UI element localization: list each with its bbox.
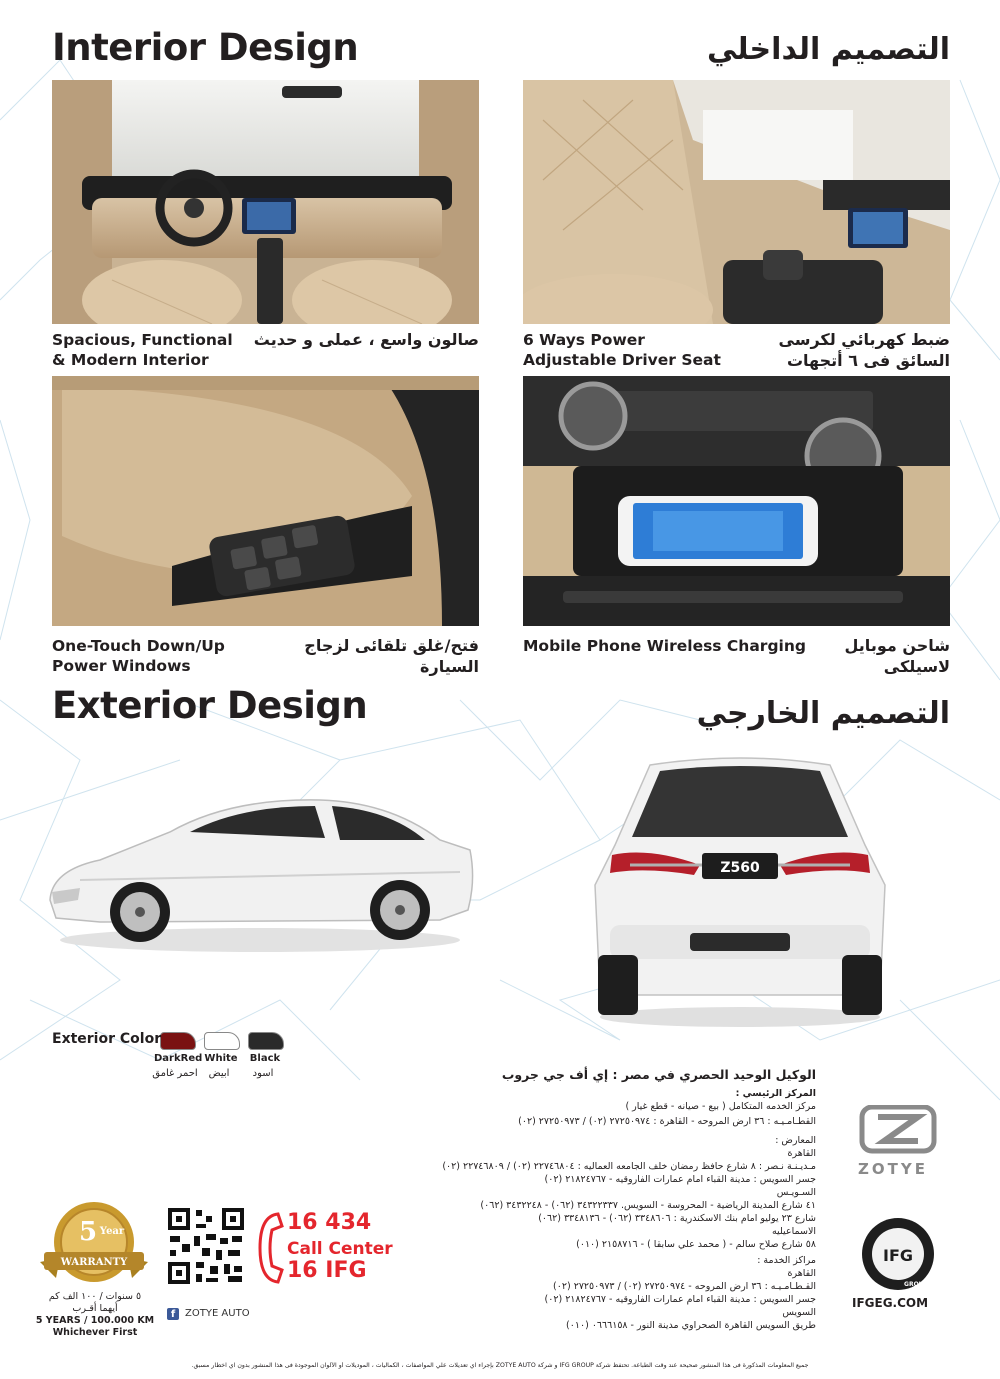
- showrooms-suez-label: السـويـس: [776, 1187, 816, 1198]
- service-gesr-elsuez: جسر السويس : مدينة القباء امام عمارات الفاروقيه - ٢١٨٢٤٧٦٧ (٠٢): [544, 1294, 816, 1305]
- exterior-title-en: Exterior Design: [52, 684, 368, 727]
- color-name-black-ar: اسود: [252, 1068, 274, 1079]
- color-name-darkred-ar: احمر غامق: [152, 1068, 198, 1079]
- warranty-badge: [38, 1200, 150, 1292]
- main-center-label: المركز الرئيسي :: [735, 1088, 816, 1099]
- interior-title-ar: التصميم الداخلي: [706, 32, 950, 67]
- main-center-desc: مركز الخدمه المتكامل ( بيع - صيانه - قطع غيار ): [625, 1101, 816, 1112]
- showrooms-label: المعارض :: [775, 1135, 816, 1146]
- swatch-white[interactable]: [204, 1032, 240, 1050]
- service-suez-road: طريق السويس القاهرة الصحراوي مدينة النور - ٠٦٦٦١٥٨ (٠١٠): [566, 1320, 816, 1331]
- facebook-icon[interactable]: f: [167, 1308, 179, 1320]
- warranty-years: 5: [78, 1217, 98, 1247]
- service-cairo-label: القاهرة: [787, 1268, 816, 1279]
- caption-interior-en: Spacious, Functional & Modern Interior: [52, 331, 233, 369]
- service-suez-label: السويس: [782, 1307, 816, 1318]
- exterior-title-ar: التصميم الخارجي: [696, 696, 950, 731]
- color-name-white: White: [204, 1053, 238, 1064]
- exterior-color-label: Exterior Color: [52, 1031, 162, 1047]
- service-katameya: القـطـامـيـه : ٣٦ ارض المروحه - ٢٧٢٥٠٩٧٤ (٠٢) / ٢٧٢٥٠٩٧٣ (٠٢): [553, 1281, 816, 1292]
- warranty-text: ٥ سنوات / ١٠٠ الف كم أيهما أقـرب 5 YEARS / 100.000 KM Whichever First: [35, 1291, 155, 1338]
- dealer-title: الوكيل الوحيد الحصري في مصر : إي أف جي جروب: [501, 1067, 816, 1082]
- car-rear-view-image: [590, 755, 890, 1030]
- phone-icon: [256, 1212, 284, 1284]
- color-name-black: Black: [249, 1053, 281, 1064]
- car-side-view-image: [40, 780, 480, 960]
- ifg-group-logo: [858, 1216, 938, 1292]
- dealer-info: [400, 1066, 816, 1332]
- color-name-white-ar: ابيض: [208, 1068, 230, 1079]
- service-centers-label: مراكز الخدمة :: [757, 1255, 816, 1266]
- call-center-label: Call Center: [287, 1239, 393, 1259]
- power-windows-photo: [52, 376, 479, 626]
- license-plate-text: Z560: [720, 860, 760, 876]
- ifg-logo-text: IFG: [882, 1246, 914, 1265]
- zotye-wordmark: ZOTYE: [858, 1160, 928, 1178]
- color-name-darkred: DarkRed: [154, 1053, 203, 1064]
- ifg-logo-sub: GROUP: [904, 1281, 928, 1288]
- caption-windows-ar: فتح/غلق تلقائى لزجاج السيارة: [304, 636, 479, 676]
- driver-seat-photo: [523, 80, 950, 324]
- zotye-logo: [858, 1105, 938, 1155]
- showroom-23-july: شارع ٢٣ يوليو امام بنك الاسكندرية : ٣٣٤٨٦٠٦ (٠٦٢) - ٣٣٤٨١٣٦ (٠٦٢): [538, 1213, 816, 1224]
- interior-title-en: Interior Design: [52, 26, 359, 69]
- showrooms-ismailia-label: الاسماعيليه: [771, 1226, 816, 1237]
- disclaimer: جميع المعلومات المذكورة فى هذا المنشور صحيحة عند وقت الطباعة. تحتفظ شركة IFG GROUP و شركة ZOTYE AUTO بإجراء اي تعديلات علي المواصفات ، الكماليات ، الموديلات أو الألوان الموجودة فى هذا المنشور بدون اي اخطار مسبق.: [191, 1362, 809, 1369]
- qr-code[interactable]: [166, 1206, 246, 1286]
- wireless-charging-photo: [523, 376, 950, 626]
- ifg-website[interactable]: IFGEG.COM: [852, 1296, 929, 1310]
- caption-seat-ar: ضبط كهربائي لكرسى السائق فى ٦ أتجهات: [778, 330, 950, 370]
- swatch-darkred[interactable]: [160, 1032, 196, 1050]
- dashboard-photo: [52, 80, 479, 324]
- showroom-suez: ٤١ شارع المدينة الرياضية - المحروسة - السويس. ٣٤٣٢٢٣٣٧ (٠٦٢) - ٣٤٣٢٢٤٨ (٠٦٢): [480, 1200, 816, 1211]
- caption-windows-en: One-Touch Down/Up Power Windows: [52, 637, 225, 675]
- main-center-addr: القطـامـيـه : ٣٦ ارض المروحه - القاهرة : ٢٧٢٥٠٩٧٤ (٠٢) / ٢٧٢٥٠٩٧٣ (٠٢): [518, 1116, 816, 1127]
- showrooms-cairo-label: القاهرة: [787, 1148, 816, 1159]
- caption-charging-en: Mobile Phone Wireless Charging: [523, 637, 806, 655]
- showroom-gesr-elsuez: جسر السويس : مدينة القباء امام عمارات الفاروقيه - ٢١٨٢٤٧٦٧ (٠٢): [544, 1174, 816, 1185]
- warranty-year-word: Year: [99, 1226, 125, 1237]
- showroom-nasr-city: مـديـنـة نـصر : ٨ شارع حافظ رمضان خلف الجامعه العماليه : ٢٢٧٤٦٨٠٤ (٠٢) / ٢٢٧٤٦٨٠٩ (٠٢): [442, 1161, 816, 1172]
- call-center-number-2[interactable]: 16 IFG: [287, 1258, 367, 1283]
- caption-seat-en: 6 Ways Power Adjustable Driver Seat: [523, 331, 721, 369]
- swatch-black[interactable]: [248, 1032, 284, 1050]
- caption-charging-ar: شاحن موبايل لاسيلكى: [844, 636, 950, 676]
- showroom-ismailia: ٥٨ شارع صلاح سالم - ( محمد علي سابقا ) - ٢١٥٨٧١٦ (٠١٠): [576, 1239, 816, 1250]
- warranty-badge-word: WARRANTY: [60, 1257, 128, 1268]
- social-label[interactable]: ZOTYE AUTO: [185, 1308, 250, 1319]
- caption-interior-ar: صالون واسع ، عملى و حديث: [253, 330, 479, 349]
- call-center-number-1[interactable]: 16 434: [287, 1210, 372, 1235]
